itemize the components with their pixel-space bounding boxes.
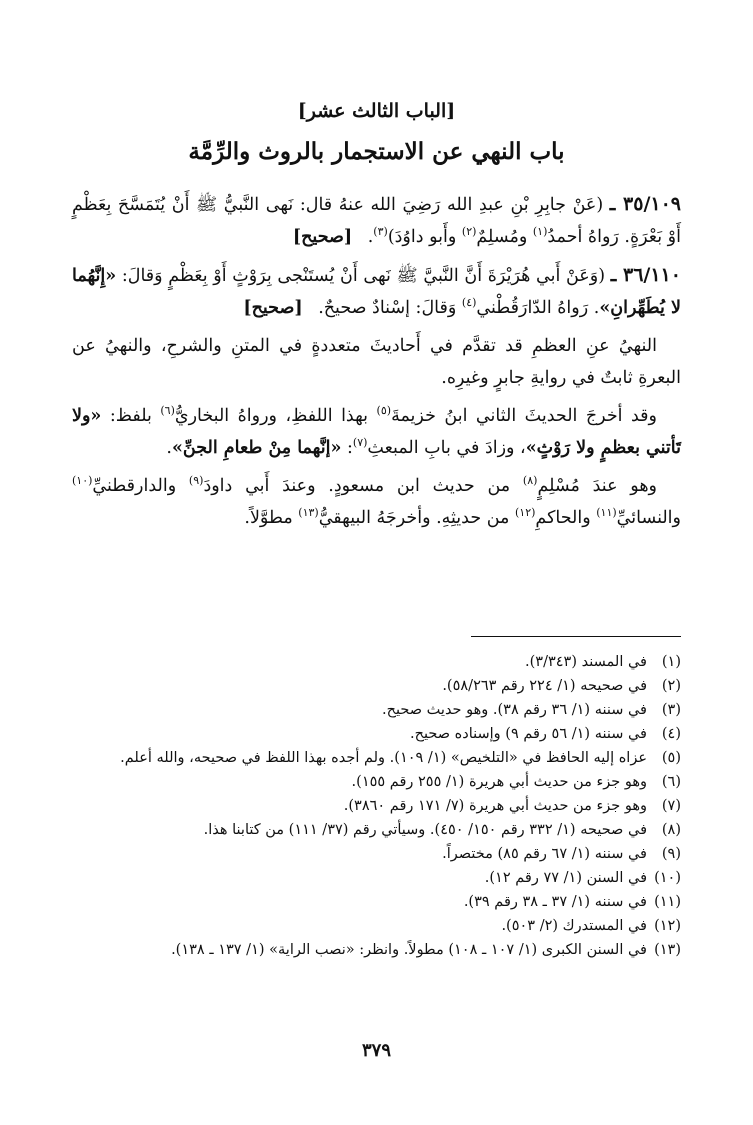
footnote-text: في السنن الكبرى (١/ ١٠٧ ـ ١٠٨) مطولاً. وانظر: «نصب الراية» (١/ ١٣٧ ـ ١٣٨). — [171, 942, 647, 958]
footnote — [72, 650, 681, 674]
footnote-text: في صحيحه (١/ ٢٢٤ رقم ٥٨/٢٦٣). — [442, 678, 647, 694]
footnote-number: (١٢) — [654, 918, 681, 934]
footnote-number: (٧) — [661, 798, 681, 814]
hadith-text: وأَبو داوُدَ) — [387, 227, 462, 247]
commentary-text: من حديث ابن مسعودٍ. وعندَ أَبي داودَ — [203, 476, 523, 496]
hadith-text: . رَواهُ الدّارَقُطْني — [476, 298, 600, 318]
footnote-text: عزاه إليه الحافظ في «التلخيص» (١/ ١٠٩). ولم أجده بهذا اللفظ في صحيحه، والله أعلم. — [120, 750, 647, 766]
footnote-text: في سننه (١/ ٥٦ رقم ٩) وإسناده صحيح. — [410, 726, 647, 742]
prophetic-quote: «إنَّهما مِنْ طعامِ الجنِّ» — [171, 438, 342, 458]
footnote-text: في سننه (١/ ٣٦ رقم ٣٨). وهو حديث صحيح. — [382, 702, 647, 718]
footnote-ref[interactable]: (١) — [532, 225, 548, 239]
grade-label: [صحيح] — [243, 298, 303, 318]
prophetic-quote: «إِنَّهُما لا يُطَهِّرانِ» — [72, 266, 681, 318]
commentary-text: والنسائيِّ — [616, 508, 681, 528]
footnote-text: وهو جزء من حديث أبي هريرة (٧/ ١٧١ رقم ٣٨٦٠). — [343, 798, 647, 814]
footnote — [72, 698, 681, 722]
footnote-text: في المسند (٣/٣٤٣). — [525, 654, 647, 670]
footnote-ref[interactable]: (٤) — [461, 296, 477, 310]
footnote-ref[interactable]: (١٣) — [298, 506, 319, 520]
footnote-ref[interactable]: (٣) — [373, 225, 388, 239]
prophetic-quote: «ولا تَأتني بعظمٍ ولا رَوْثٍ» — [72, 406, 681, 458]
footnote — [72, 866, 681, 890]
footnote-number: (٩) — [661, 846, 681, 862]
footnote-divider — [471, 636, 681, 637]
footnote-ref[interactable]: (٥) — [376, 404, 392, 418]
footnote — [72, 794, 681, 818]
footnote-number: (٥) — [661, 750, 681, 766]
main-text — [72, 188, 681, 540]
chapter-label: [الباب الثالث عشر] — [297, 100, 456, 122]
commentary-text: . — [166, 438, 172, 458]
commentary-text: بهذا اللفظِ، ورواهُ البخاريُّ — [174, 406, 377, 426]
footnote — [72, 746, 681, 770]
footnote-text: في صحيحه (١/ ٣٣٢ رقم ١٥٠/ ٤٥٠). وسيأتي رقم (٣٧/ ١١١) من كتابنا هذا. — [203, 822, 647, 838]
footnote — [72, 914, 681, 938]
footnote-ref[interactable]: (١٢) — [515, 506, 536, 520]
footnote — [72, 842, 681, 866]
footnote-text: في سننه (١/ ٣٧ ـ ٣٨ رقم ٣٩). — [463, 894, 647, 910]
grade-label: [صحيح] — [292, 227, 353, 247]
commentary-text: من حديثِهِ. وأخرجَهُ البيهقيُّ — [318, 508, 515, 528]
footnote — [72, 890, 681, 914]
footnote — [72, 938, 681, 962]
commentary-text: وقد أخرجَ الحديثَ الثاني ابنُ خزيمةَ — [391, 406, 657, 426]
footnote-ref[interactable]: (٢) — [461, 225, 477, 239]
footnote-ref[interactable]: (١٠) — [72, 474, 93, 488]
footnotes — [72, 650, 681, 962]
hadith-text: وَقالَ: إسْنادٌ صحيحٌ. — [318, 298, 462, 318]
commentary-text: مطوَّلاً. — [244, 508, 299, 528]
hadith-number: ٣٦/١١٠ ـ — [610, 264, 681, 286]
commentary-text: وهو عندَ مُسْلِمٍ — [537, 476, 657, 496]
footnote-number: (٣) — [661, 702, 681, 718]
hadith-109 — [72, 188, 681, 253]
page-number: ٣٧٩ — [361, 1040, 391, 1061]
footnote-ref[interactable]: (١١) — [596, 506, 617, 520]
footnote-ref[interactable]: (٦) — [160, 404, 175, 418]
footnote-text: وهو جزء من حديث أبي هريرة (١/ ٢٥٥ رقم ١٥٥). — [351, 774, 647, 790]
footnote — [72, 674, 681, 698]
footnote-text: في سننه (١/ ٦٧ رقم ٨٥) مختصراً. — [442, 846, 647, 862]
commentary-paragraph — [72, 400, 681, 464]
footnote — [72, 818, 681, 842]
commentary-text: والحاكمِ — [535, 508, 597, 528]
footnote-number: (٢) — [661, 678, 681, 694]
footnote-text: في السنن (١/ ٧٧ رقم ١٢). — [484, 870, 647, 886]
commentary-text: ، وزادَ في بابِ المبعثِ — [367, 438, 526, 458]
commentary-paragraph: النهيُ عنِ العظمِ قد تقدَّم في أَحاديثَ متعددةٍ في المتنِ والشرحِ، والنهيُ عن البعرةِ ثابتٌ في روايةِ جابرٍ وغيرِه. — [72, 336, 681, 388]
footnote-ref[interactable]: (٩) — [188, 474, 204, 488]
chapter-title: باب النهي عن الاستجمار بالروث والرِّمَّة — [188, 138, 565, 165]
footnote-number: (١١) — [654, 894, 681, 910]
footnote-number: (٦) — [661, 774, 681, 790]
footnote-ref[interactable]: (٨) — [522, 474, 538, 488]
footnote-number: (١) — [661, 654, 681, 670]
footnote-number: (١٠) — [654, 870, 681, 886]
footnote-ref[interactable]: (٧) — [352, 436, 368, 450]
footnote-number: (٨) — [661, 822, 681, 838]
footnote-number: (١٣) — [654, 942, 681, 958]
commentary-text: بلفظ: — [101, 406, 161, 426]
hadith-number: ٣٥/١٠٩ ـ — [609, 193, 681, 215]
footnote — [72, 770, 681, 794]
commentary-text: والدارقطنيِّ — [92, 476, 189, 496]
hadith-text: (عَنْ جابِرِ بْنِ عبدِ الله رَضِيَ الله عنهُ قال: نَهى النَّبيُّ ﷺ أَنْ يُتَمَسَّحَ بِعَظْمٍ أَوْ بَعْرَةٍ. رَواهُ أحمدُ — [72, 195, 681, 247]
hadith-text: . — [367, 227, 374, 247]
footnote — [72, 722, 681, 746]
commentary-text: : — [341, 438, 353, 458]
hadith-text: ومُسلِمٌ — [476, 227, 533, 247]
hadith-text: (وَعَنْ أَبي هُرَيْرَةَ أَنَّ النَّبيَّ ﷺ نَهى أَنْ يُستَنْجى بِرَوْثٍ أَوْ بِعَظْمٍ وَقالَ: — [121, 266, 606, 286]
commentary-paragraph — [72, 470, 681, 534]
footnote-text: في المستدرك (٢/ ٥٠٣). — [501, 918, 647, 934]
hadith-110 — [72, 259, 681, 324]
footnote-number: (٤) — [661, 726, 681, 742]
